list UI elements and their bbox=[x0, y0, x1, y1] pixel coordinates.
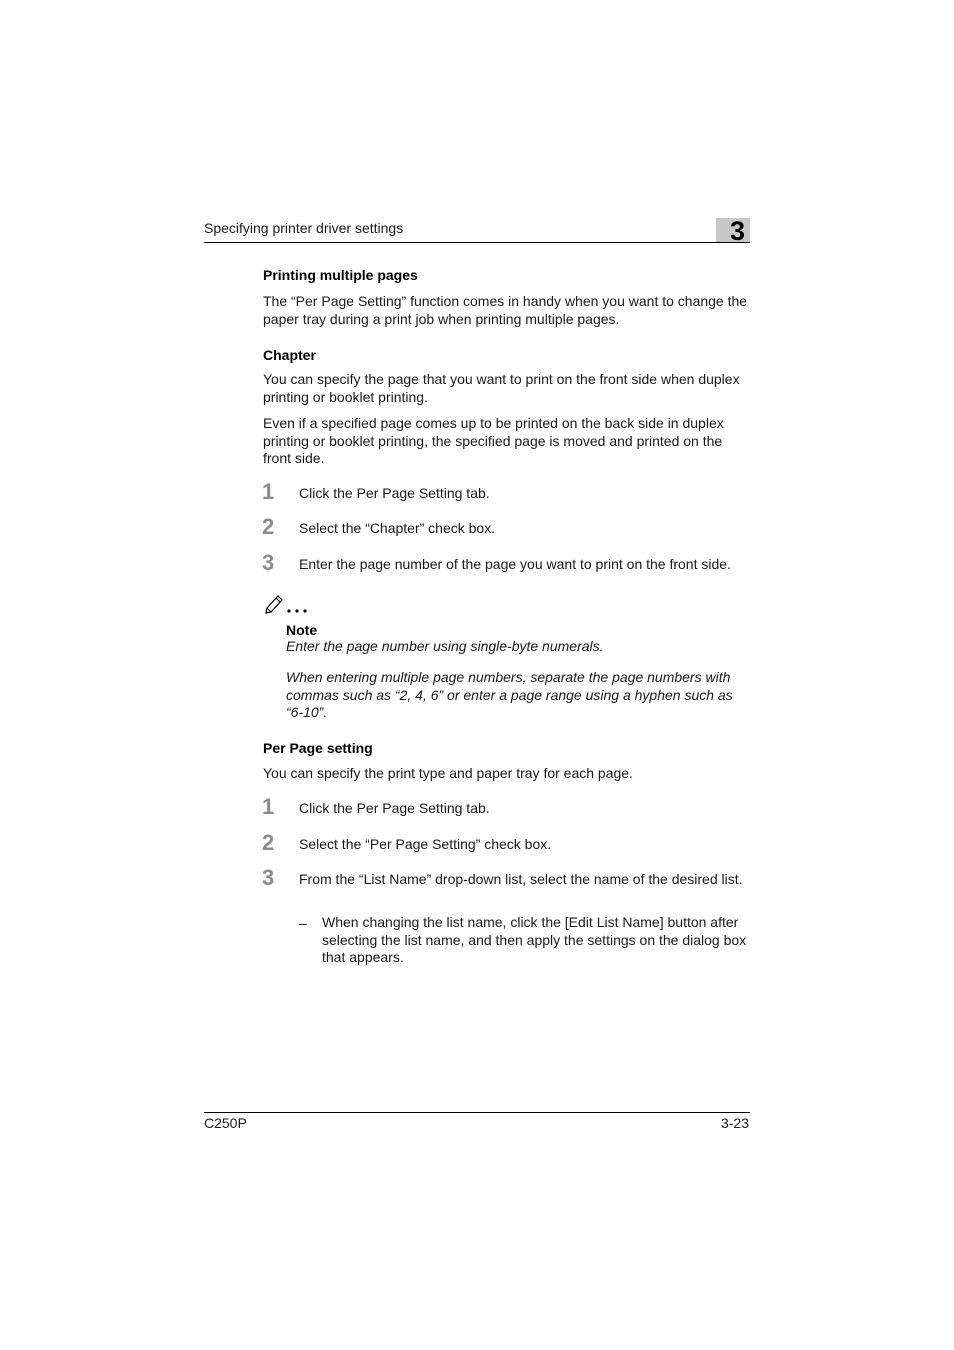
heading-per-page-setting: Per Page setting bbox=[263, 740, 373, 756]
bullet-dash: – bbox=[299, 915, 307, 931]
paragraph: Even if a specified page comes up to be printed on the back side in duplex printing or booklet printing, the specified page is moved and printed on the front side. bbox=[263, 415, 724, 466]
page-number: 3-23 bbox=[720, 1115, 749, 1131]
note-label: Note bbox=[286, 622, 318, 638]
heading-printing-multiple-pages: Printing multiple pages bbox=[263, 267, 418, 283]
step-number: 2 bbox=[262, 514, 275, 539]
heading-chapter: Chapter bbox=[263, 347, 316, 363]
step-text: From the “List Name” drop-down list, select the name of the desired list. bbox=[299, 871, 743, 887]
step-text: Select the “Chapter” check box. bbox=[299, 520, 496, 536]
header-rule bbox=[204, 242, 750, 243]
paragraph: The “Per Page Setting” function comes in handy when you want to change the paper tray during a print job when printing multiple pages. bbox=[263, 293, 748, 327]
footer-rule bbox=[204, 1112, 750, 1113]
step-number: 1 bbox=[262, 794, 275, 819]
step-number: 3 bbox=[262, 865, 275, 890]
note-text: Enter the page number using single-byte numerals. bbox=[286, 638, 604, 654]
step-text: Select the “Per Page Setting” check box. bbox=[299, 836, 552, 852]
step-number: 1 bbox=[262, 479, 275, 504]
note-text: When entering multiple page numbers, separate the page numbers with commas such as “2, 4, 6” or enter a page range using a hyphen such as “6-10”. bbox=[286, 669, 733, 720]
chapter-number: 3 bbox=[730, 216, 746, 246]
step-text: Enter the page number of the page you want to print on the front side. bbox=[299, 556, 731, 572]
paragraph: You can specify the print type and paper tray for each page. bbox=[263, 765, 633, 781]
running-header: Specifying printer driver settings bbox=[204, 220, 404, 236]
step-text: Click the Per Page Setting tab. bbox=[299, 800, 490, 816]
pencil-note-icon bbox=[263, 590, 313, 614]
step-number: 3 bbox=[262, 550, 275, 575]
sub-bullet-text: When changing the list name, click the [Edit List Name] button after selecting the list name, and then apply the settings on the dialog box that appears. bbox=[322, 914, 747, 965]
step-text: Click the Per Page Setting tab. bbox=[299, 485, 490, 501]
paragraph: You can specify the page that you want to print on the front side when duplex printing or booklet printing. bbox=[263, 371, 740, 405]
step-number: 2 bbox=[262, 830, 275, 855]
footer-model: C250P bbox=[204, 1115, 247, 1131]
